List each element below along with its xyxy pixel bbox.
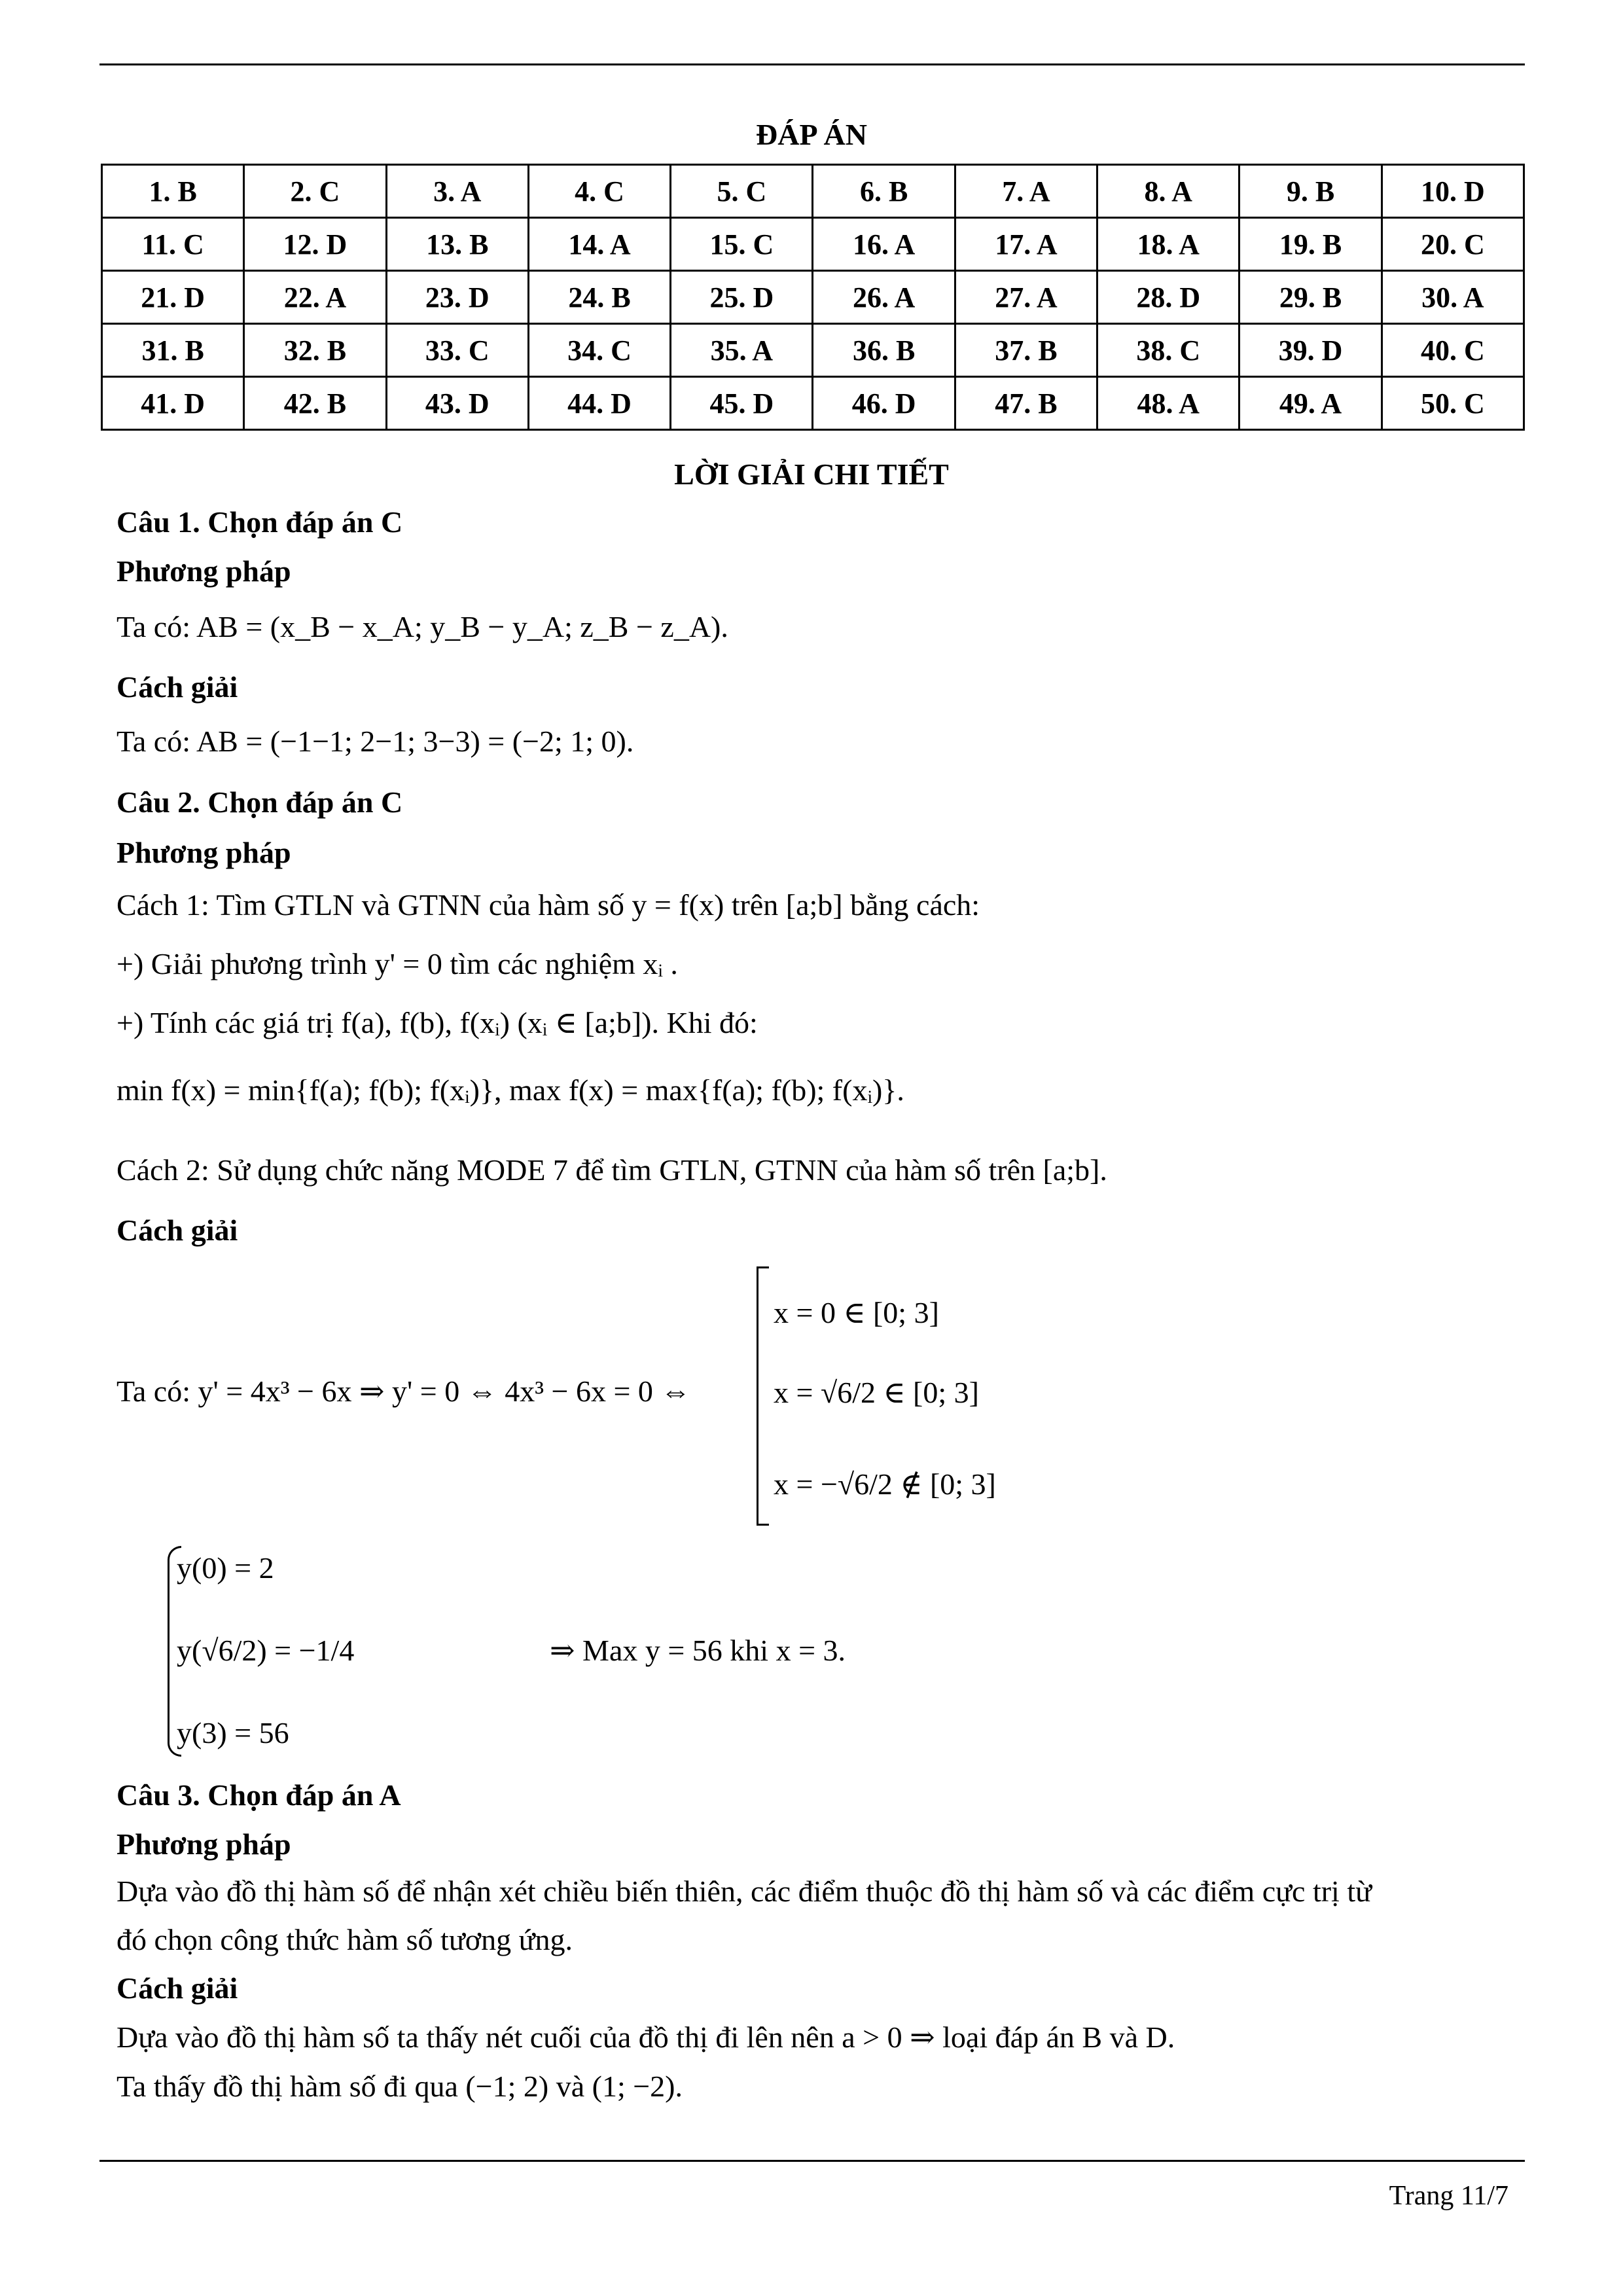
answer-key-title: ĐÁP ÁN (756, 118, 867, 151)
answer-cell: 44. D (528, 377, 670, 430)
answer-cell: 26. A (813, 271, 955, 324)
q2-line5: Cách 2: Sử dụng chức năng MODE 7 để tìm GTLN, GTNN của hàm số trên [a;b]. (116, 1153, 1107, 1187)
answer-cell: 10. D (1382, 165, 1524, 218)
answer-cell: 36. B (813, 324, 955, 377)
answer-cell: 49. A (1240, 377, 1382, 430)
answer-cell: 23. D (386, 271, 528, 324)
q2-value2: y(√6/2) = −1/4 (177, 1634, 355, 1667)
q3-solution2: Ta thấy đồ thị hàm số đi qua (−1; 2) và (1; −2). (116, 2070, 683, 2103)
answer-cell: 4. C (528, 165, 670, 218)
answer-row (102, 165, 1524, 218)
q3-solution-label: Cách giải (116, 1971, 238, 2005)
answer-cell: 24. B (528, 271, 670, 324)
q2-line4: min f(x) = min{f(a); f(b); f(xᵢ)}, max f(x) = max{f(a); f(b); f(xᵢ)}. (116, 1073, 904, 1107)
answer-cell: 9. B (1240, 165, 1382, 218)
answer-row (102, 218, 1524, 271)
answer-cell: 37. B (955, 324, 1097, 377)
answer-cell: 28. D (1097, 271, 1240, 324)
answer-cell: 2. C (244, 165, 386, 218)
answer-cell: 27. A (955, 271, 1097, 324)
q1-method-text: Ta có: AB = (x_B − x_A; y_B − y_A; z_B − z_A). (116, 610, 728, 643)
answer-row (102, 324, 1524, 377)
answer-cell: 20. C (1382, 218, 1524, 271)
answer-cell: 30. A (1382, 271, 1524, 324)
answer-cell: 40. C (1382, 324, 1524, 377)
answer-row (102, 271, 1524, 324)
answer-cell: 47. B (955, 377, 1097, 430)
answer-cell: 29. B (1240, 271, 1382, 324)
q2-conclusion: ⇒ Max y = 56 khi x = 3. (550, 1634, 846, 1667)
answer-cell: 18. A (1097, 218, 1240, 271)
answer-cell: 43. D (386, 377, 528, 430)
answer-cell: 7. A (955, 165, 1097, 218)
q2-value3: y(3) = 56 (177, 1716, 289, 1749)
answer-cell: 31. B (102, 324, 244, 377)
q2-case3: x = −√6/2 ∉ [0; 3] (774, 1467, 996, 1501)
q2-value1: y(0) = 2 (177, 1551, 274, 1585)
q2-case1: x = 0 ∈ [0; 3] (774, 1296, 939, 1329)
q2-line3: +) Tính các giá trị f(a), f(b), f(xᵢ) (xᵢ ∈ [a;b]). Khi đó: (116, 1006, 758, 1039)
q3-method-text2: đó chọn công thức hàm số tương ứng. (116, 1923, 573, 1956)
q2-method-label: Phương pháp (116, 836, 291, 869)
answer-cell: 42. B (244, 377, 386, 430)
q3-method-label: Phương pháp (116, 1827, 291, 1861)
answer-cell: 38. C (1097, 324, 1240, 377)
answer-cell: 35. A (671, 324, 813, 377)
answer-cell: 22. A (244, 271, 386, 324)
q1-solution-text: Ta có: AB = (−1−1; 2−1; 3−3) = (−2; 1; 0). (116, 725, 634, 758)
answer-cell: 6. B (813, 165, 955, 218)
answer-cell: 11. C (102, 218, 244, 271)
answer-cell: 5. C (671, 165, 813, 218)
answer-cell: 39. D (1240, 324, 1382, 377)
answer-key-table (101, 164, 1525, 431)
q2-case-bracket (757, 1266, 769, 1526)
answer-cell: 45. D (671, 377, 813, 430)
answer-row (102, 377, 1524, 430)
answer-cell: 3. A (386, 165, 528, 218)
answer-cell: 19. B (1240, 218, 1382, 271)
answer-cell: 15. C (671, 218, 813, 271)
q3-method-text1: Dựa vào đồ thị hàm số để nhận xét chiều biến thiên, các điểm thuộc đồ thị hàm số và các điểm cực trị từ (116, 1874, 1372, 1908)
solutions-title: LỜI GIẢI CHI TIẾT (674, 457, 949, 491)
answer-cell: 33. C (386, 324, 528, 377)
q2-case2: x = √6/2 ∈ [0; 3] (774, 1376, 979, 1409)
answer-cell: 46. D (813, 377, 955, 430)
answer-cell: 13. B (386, 218, 528, 271)
answer-cell: 32. B (244, 324, 386, 377)
page-number: Trang 11/7 (1389, 2181, 1508, 2211)
answer-cell: 50. C (1382, 377, 1524, 430)
q1-solution-label: Cách giải (116, 670, 238, 704)
answer-cell: 48. A (1097, 377, 1240, 430)
answer-cell: 14. A (528, 218, 670, 271)
q1-method-label: Phương pháp (116, 554, 291, 588)
answer-cell: 25. D (671, 271, 813, 324)
q2-line1: Cách 1: Tìm GTLN và GTNN của hàm số y = f(x) trên [a;b] bằng cách: (116, 888, 980, 922)
q3-heading: Câu 3. Chọn đáp án A (116, 1778, 401, 1812)
q1-heading: Câu 1. Chọn đáp án C (116, 505, 403, 539)
answer-cell: 41. D (102, 377, 244, 430)
q2-heading: Câu 2. Chọn đáp án C (116, 785, 403, 819)
q2-derivative: Ta có: y' = 4x³ − 6x ⇒ y' = 0 ⇔ 4x³ − 6x = 0 ⇔ (116, 1374, 691, 1408)
answer-cell: 1. B (102, 165, 244, 218)
answer-cell: 34. C (528, 324, 670, 377)
q3-solution1: Dựa vào đồ thị hàm số ta thấy nét cuối của đồ thị đi lên nên a > 0 ⇒ loại đáp án B và D. (116, 2020, 1175, 2054)
q2-line2: +) Giải phương trình y' = 0 tìm các nghiệm xᵢ . (116, 947, 678, 980)
q2-solution-label: Cách giải (116, 1213, 238, 1247)
answer-cell: 12. D (244, 218, 386, 271)
answer-cell: 21. D (102, 271, 244, 324)
header-rule (99, 63, 1525, 65)
footer-rule (99, 2160, 1525, 2162)
answer-cell: 8. A (1097, 165, 1240, 218)
answer-cell: 17. A (955, 218, 1097, 271)
answer-cell: 16. A (813, 218, 955, 271)
